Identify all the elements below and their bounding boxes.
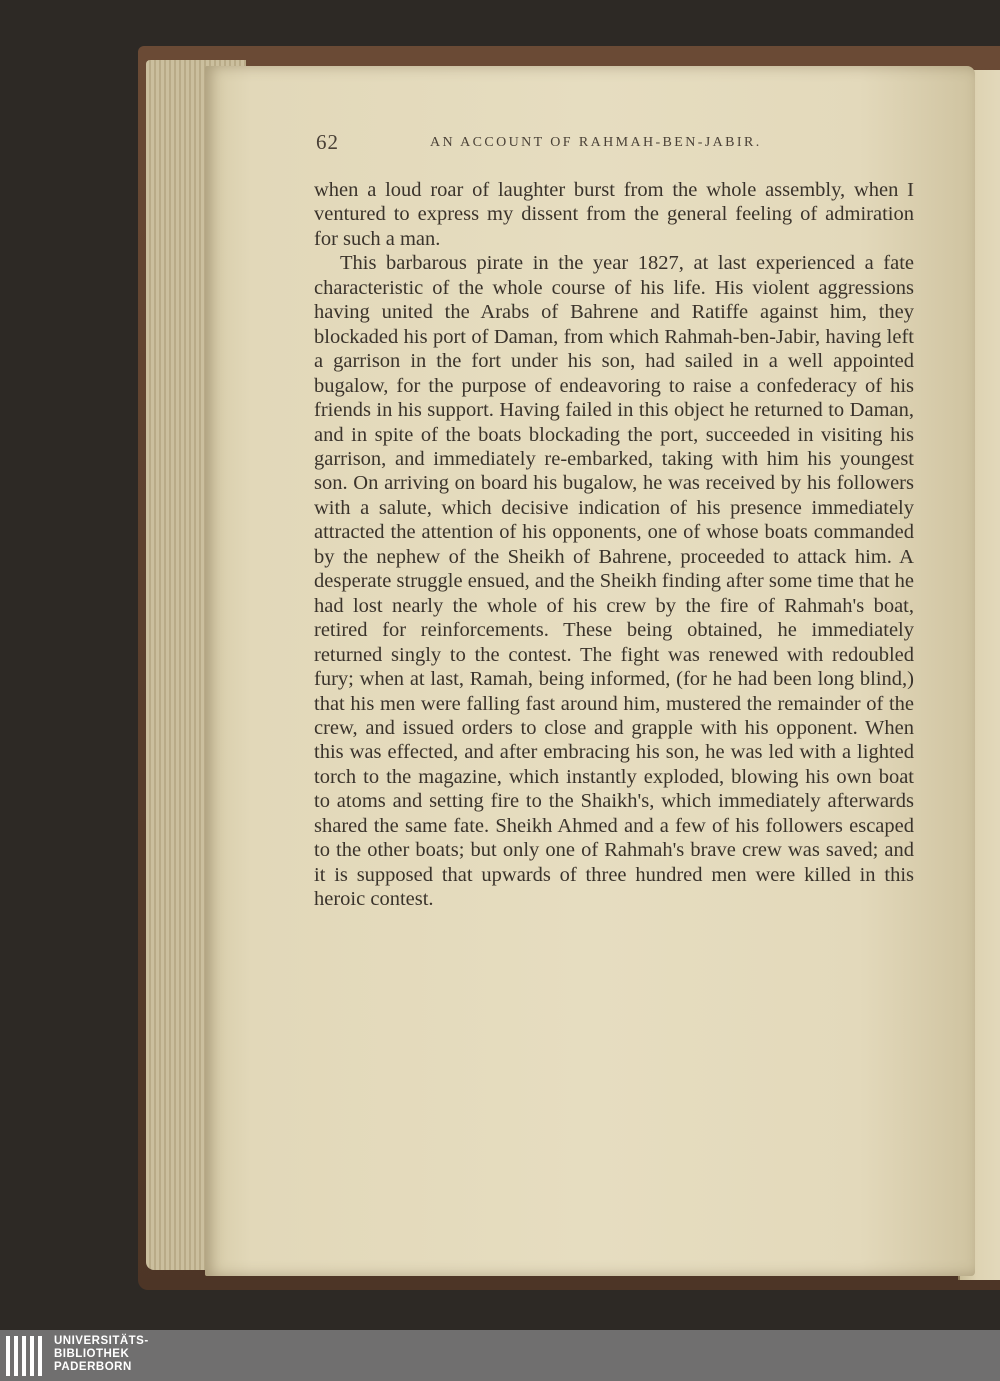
- library-name-line2: BIBLIOTHEK: [54, 1348, 130, 1360]
- running-head: AN ACCOUNT OF RAHMAH-BEN-JABIR.: [430, 135, 762, 150]
- library-barcode-logo-icon: [6, 1336, 46, 1376]
- library-name-line1: UNIVERSITÄTS-: [54, 1335, 149, 1347]
- page-number: 62: [316, 130, 339, 154]
- library-name: [54, 1335, 149, 1374]
- library-name-line3: PADERBORN: [54, 1361, 132, 1373]
- paragraph-continuation: when a loud roar of laughter burst from the whole assembly, when I ventured to express my dissent from the general feeling of admiration for such a man.: [314, 179, 914, 250]
- page-header: [316, 130, 916, 160]
- paragraph-main: This barbarous pirate in the year 1827, at last experienced a fate characteristic of the whole course of his life. His violent aggressions having united the Arabs of Bahrene and Ratiffe against him, they blockaded his port of Daman, from which Rahmah-ben-Jabir, having left a garrison in the fort under his son, had sailed in a well appointed bugalow, for the purpose of endeavoring to raise a confederacy of his friends in his support. Having failed in this object he returned to Daman, and in spite of the boats blockading the port, succeeded in visiting his garrison, and immediately re-embarked, taking with him his youngest son. On arriving on board his bugalow, he was received by his followers with a salute, which decisive indication of his presence immediately attracted the attention of his opponents, one of whose boats commanded by the nephew of the Sheikh of Bahrene, proceeded to attack him. A desperate struggle ensued, and the Sheikh finding after some time that he had lost nearly the whole of his crew by the fire of Rahmah's boat, retired for reinforcements. These being obtained, he immediately returned singly to the contest. The fight was renewed with redoubled fury; when at last, Ramah, being informed, (for he had been long blind,) that his men were falling fast around him, mustered the remainder of the crew, and issued orders to close and grapple with his opponent. When this was effected, and after embracing his son, he was led with a lighted torch to the magazine, which instantly exploded, blowing his own boat to atoms and setting fire to the Shaikh's, which immediately afterwards shared the same fate. Sheikh Ahmed and a few of his followers escaped to the other boats; but only one of Rahmah's brave crew was saved; and it is supposed that upwards of three hundred men were killed in this heroic contest.: [314, 252, 915, 911]
- page-body: [314, 178, 914, 912]
- library-footer: [0, 1330, 1000, 1381]
